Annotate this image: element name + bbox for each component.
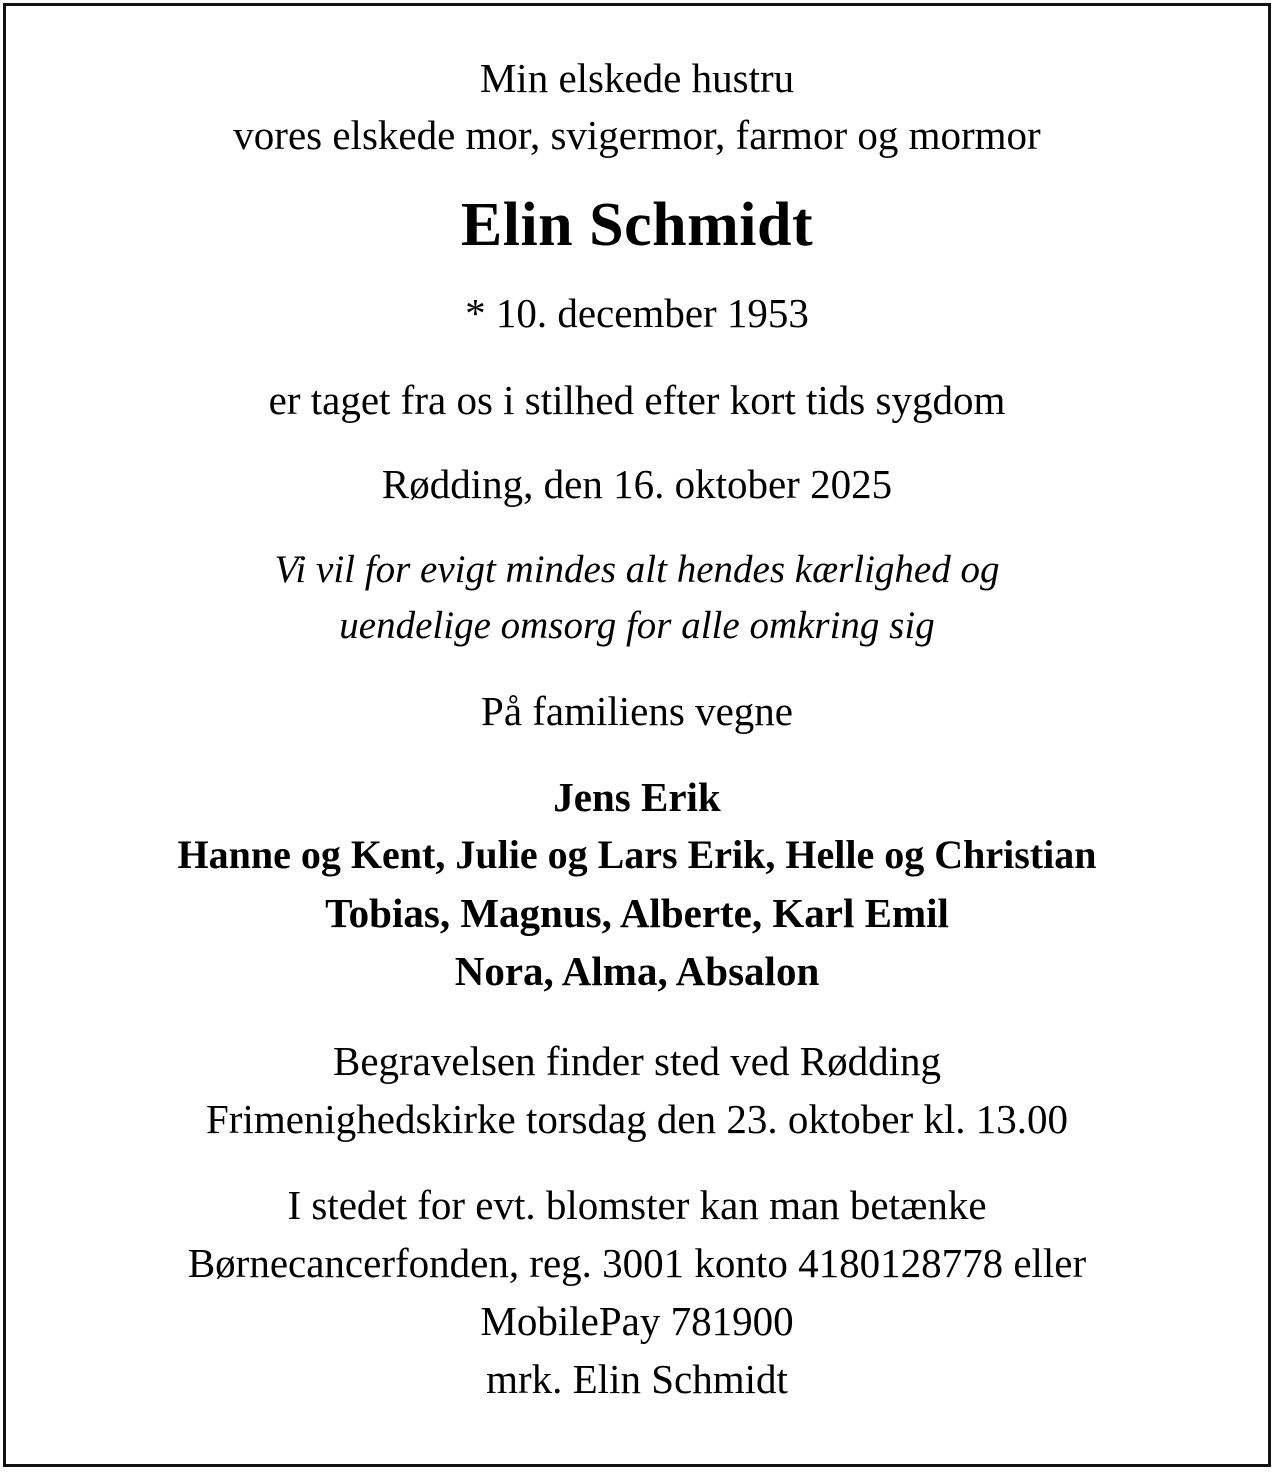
memorial-verse-block [32,542,1242,654]
donation-line-2: Børnecancerfonden, reg. 3001 konto 4180128778 eller [187,1240,1087,1286]
place-and-date-line: Rødding, den 16. oktober 2025 [381,461,893,507]
obituary-notice-frame [3,3,1271,1467]
survivor-line-4: Nora, Alma, Absalon [454,948,820,994]
on-behalf-of-family-line: På familiens vegne [481,688,793,734]
survivor-line-2: Hanne og Kent, Julie og Lars Erik, Helle og Christian [177,832,1097,877]
salutation-block [32,50,1242,164]
salutation-line-2: vores elskede mor, svigermor, farmor og mormor [233,112,1041,158]
verse-line-2: uendelige omsorg for alle omkring sig [339,604,935,647]
funeral-line-1: Begravelsen finder sted ved Rødding [332,1038,941,1084]
verse-line-1: Vi vil for evigt mindes alt hendes kærlighed og [274,548,1000,591]
funeral-line-2: Frimenighedskirke torsdag den 23. oktober kl. 13.00 [205,1096,1068,1142]
obituary-content [6,6,1268,1464]
survivor-line-3: Tobias, Magnus, Alberte, Karl Emil [325,890,949,936]
survivors-block [32,768,1242,1000]
deceased-name: Elin Schmidt [460,191,814,259]
birth-date-line: * 10. december 1953 [465,290,809,336]
funeral-details-block [32,1032,1242,1148]
donation-line-1: I stedet for evt. blomster kan man betænke [287,1182,987,1228]
passing-description-line: er taget fra os i stilhed efter kort tids sygdom [268,377,1006,423]
donation-line-3: MobilePay 781900 [480,1298,794,1344]
donation-block [32,1176,1242,1408]
donation-line-4: mrk. Elin Schmidt [486,1356,788,1402]
survivor-line-1: Jens Erik [553,774,721,820]
salutation-line-1: Min elskede hustru [479,55,795,101]
